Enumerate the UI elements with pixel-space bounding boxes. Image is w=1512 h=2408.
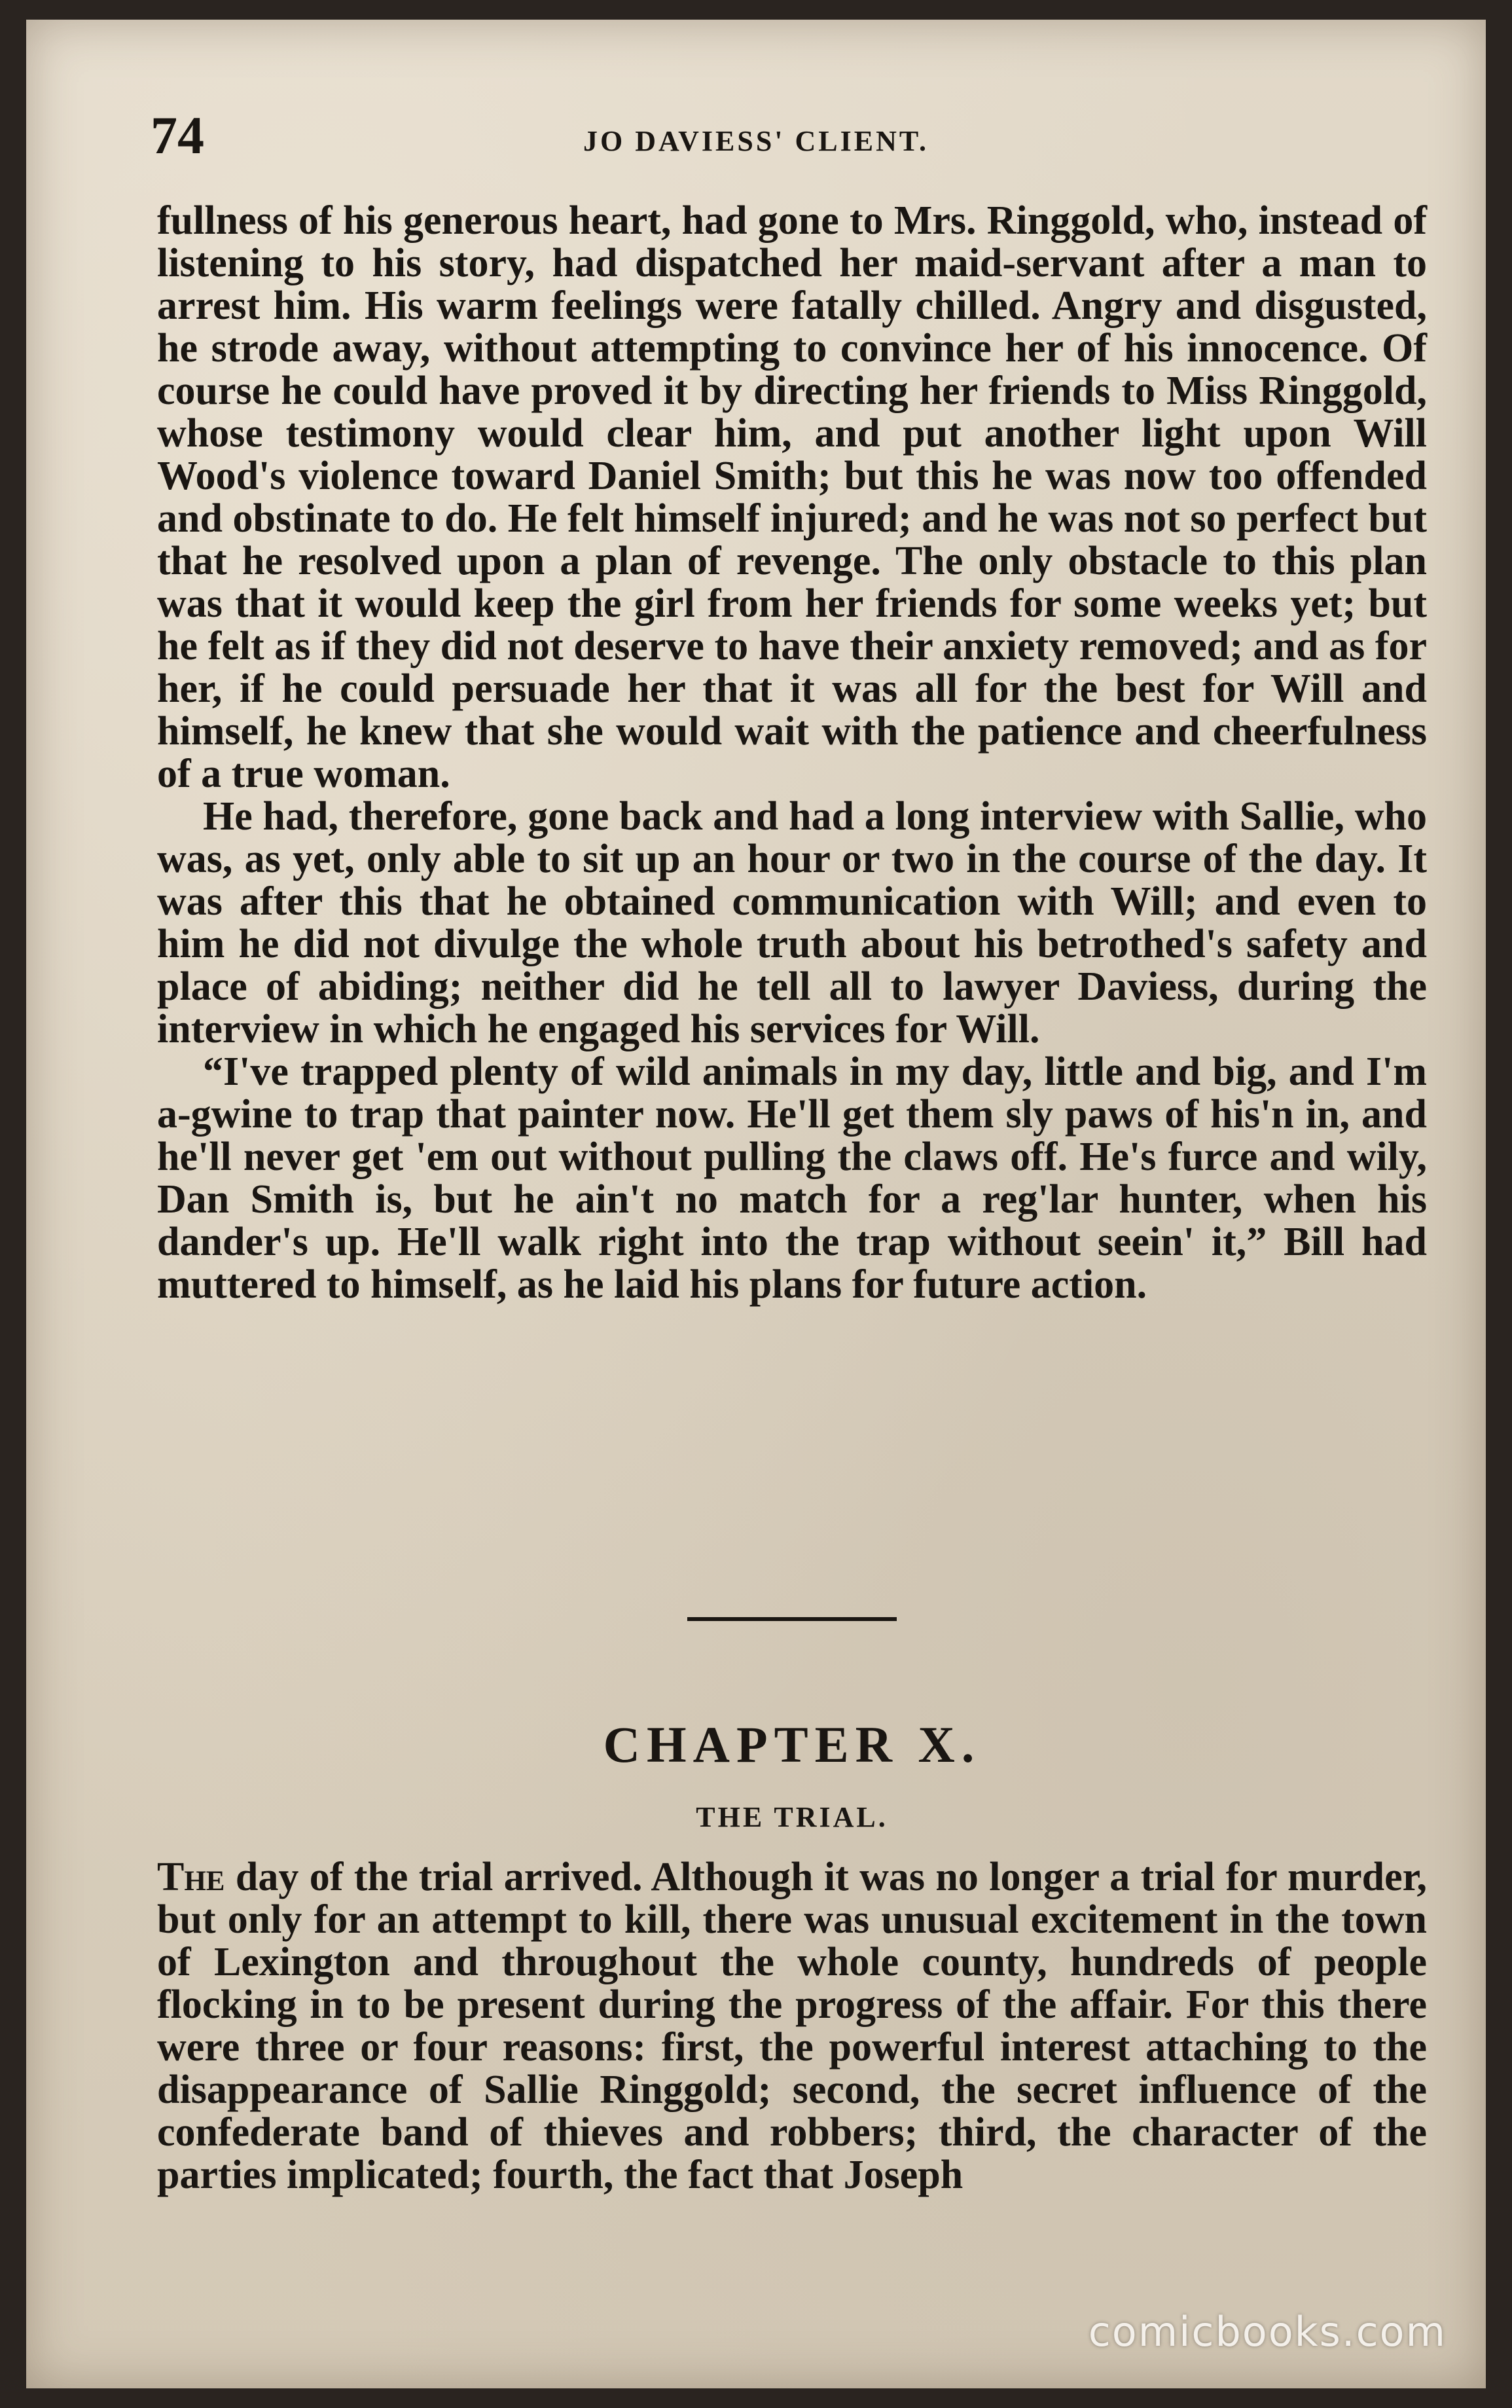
paragraph-bill-quote: “I've trapped plenty of wild animals in my day, little and big, and I'm a-gwine to trap that painter now. He'll get them sly paws of his'n in, and he'll never get 'em out without pulling the claws off. He's furce and wily, Dan Smith is, but he ain't no match for a reg'lar hunter, when his dander's up. He'll walk right into the trap without seein' it,” Bill had muttered to himself, as he laid his plans for future action. [157, 1049, 1427, 1307]
paragraph-continuation: fullness of his generous heart, had gone to Mrs. Ringgold, who, instead of listening to his story, had dispatched her maid-servant after a man to arrest him. His warm feelings were fatally chilled. Angry and disgusted, he strode away, without attempting to convince her of his innocence. Of course he could have proved it by directing her friends to Miss Ringgold, whose testimony would clear him, and put another light upon Will Wood's violence toward Daniel Smith; but this he was now too offended and obstinate to do. He felt himself injured; and he was not so perfect but that he resolved upon a plan of revenge. The only obstacle to this plan was that it would keep the girl from her friends for some weeks yet; but he felt as if they did not deserve to have their anxiety removed; and as for her, if he could persuade her that it was all for the best for Will and himself, he knew that she would wait with the patience and cheerfulness of a true woman. [157, 198, 1427, 796]
chapter-ix-ending-text [157, 200, 1427, 1306]
chapter-x-opening-text [157, 1856, 1427, 2197]
page-header [124, 98, 1388, 170]
paragraph-trial-opening [157, 1856, 1427, 2197]
paragraph-interview: He had, therefore, gone back and had a long interview with Sallie, who was, as yet, only able to sit up an hour or two in the course of the day. It was after this that he obtained communication with Will; and even to him he did not divulge the whole truth about his betrothed's safety and place of abiding; neither did he tell all to lawyer Daviess, during the interview in which he engaged his services for Will. [157, 794, 1427, 1051]
book-page [26, 20, 1486, 2388]
opening-word: The [157, 1855, 225, 1899]
site-watermark: comicbooks.com [1088, 2308, 1447, 2356]
section-divider-rule [687, 1617, 897, 1621]
opening-text: day of the trial arrived. Although it was no longer a trial for murder, but only for an attempt to kill, there was unusual excitement in the town of Lexington and throughout the whole county, hundreds of people flocking in to be present during the progress of the affair. For this there were three or four reasons: first, the powerful interest attaching to the disappearance of Sallie Ringgold; second, the secret influence of the confederate band of thieves and robbers; third, the character of the parties implicated; fourth, the fact that Joseph [157, 1855, 1427, 2197]
chapter-heading: CHAPTER X. [603, 1716, 981, 1773]
running-head: JO DAVIESS' CLIENT. [583, 125, 929, 157]
chapter-subheading: THE TRIAL. [696, 1801, 888, 1833]
page-number: 74 [151, 105, 204, 165]
